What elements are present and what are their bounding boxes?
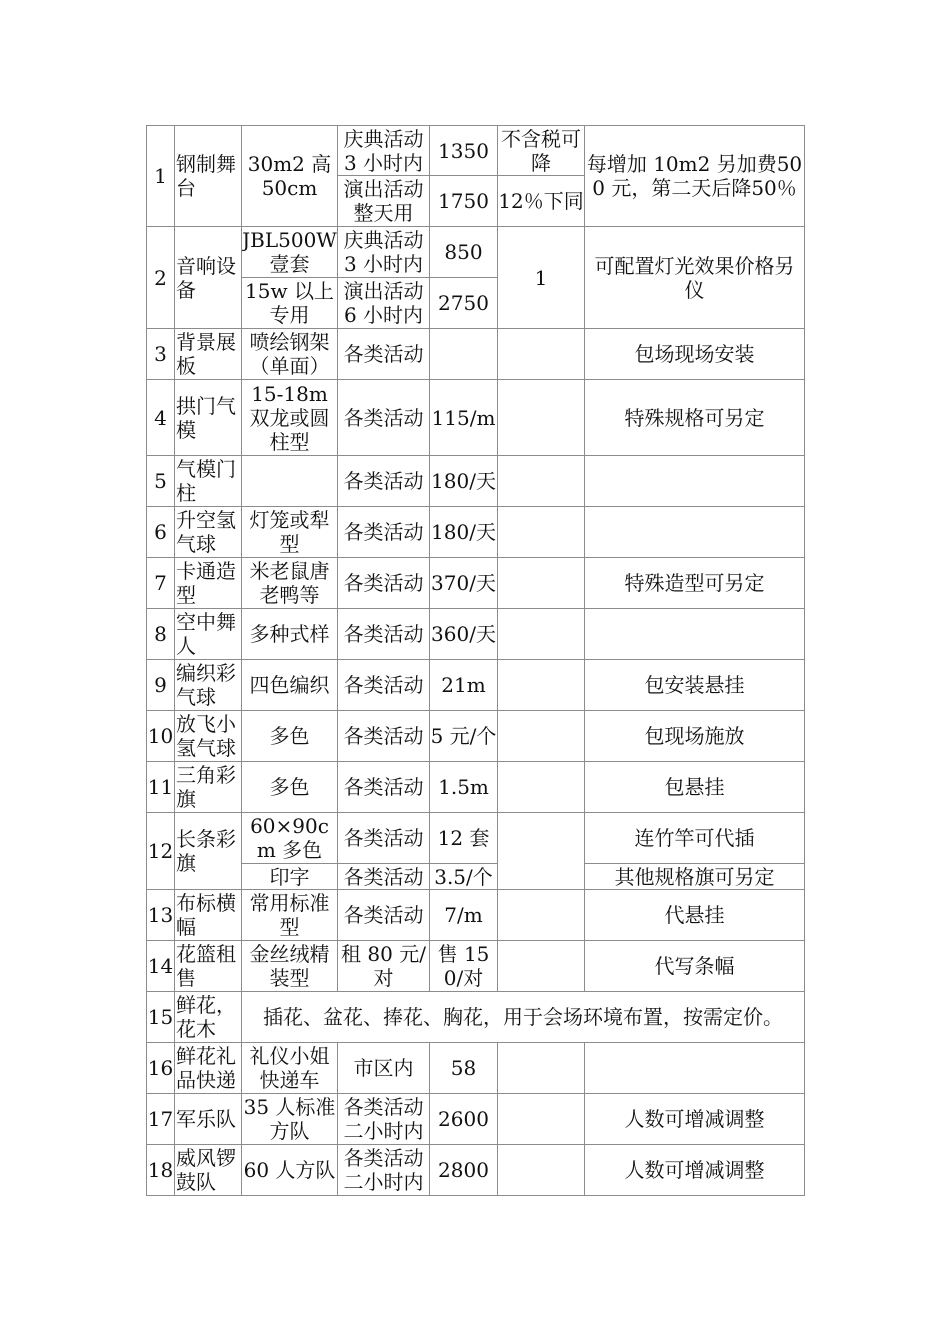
item-discount bbox=[498, 660, 585, 711]
item-name: 卡通造型 bbox=[175, 558, 242, 609]
item-note: 包悬挂 bbox=[585, 762, 805, 813]
item-note bbox=[585, 1043, 805, 1094]
item-price: 3.5/个 bbox=[430, 864, 498, 890]
item-name: 军乐队 bbox=[175, 1094, 242, 1145]
item-note bbox=[585, 456, 805, 507]
table-row bbox=[147, 329, 805, 380]
item-discount bbox=[498, 329, 585, 380]
item-usage: 各类活动 bbox=[338, 813, 430, 864]
item-price: 180/天 bbox=[430, 507, 498, 558]
table-row bbox=[147, 126, 805, 176]
table-row bbox=[147, 941, 805, 992]
table-row bbox=[147, 227, 805, 278]
item-usage: 各类活动 bbox=[338, 558, 430, 609]
row-number: 4 bbox=[147, 380, 175, 456]
table-row bbox=[147, 507, 805, 558]
item-price: 售 150/对 bbox=[430, 941, 498, 992]
item-note bbox=[585, 507, 805, 558]
row-number: 14 bbox=[147, 941, 175, 992]
row-number: 12 bbox=[147, 813, 175, 890]
item-note: 人数可增减调整 bbox=[585, 1145, 805, 1196]
item-spec bbox=[242, 456, 338, 507]
item-discount bbox=[498, 711, 585, 762]
item-discount bbox=[498, 609, 585, 660]
row-number: 13 bbox=[147, 890, 175, 941]
item-usage: 各类活动 bbox=[338, 507, 430, 558]
item-usage: 市区内 bbox=[338, 1043, 430, 1094]
item-note: 包现场施放 bbox=[585, 711, 805, 762]
row-number: 11 bbox=[147, 762, 175, 813]
item-name: 鲜花礼品快递 bbox=[175, 1043, 242, 1094]
item-usage: 各类活动 bbox=[338, 380, 430, 456]
item-note: 包场现场安装 bbox=[585, 329, 805, 380]
table-row bbox=[147, 1094, 805, 1145]
item-discount: 1 bbox=[498, 227, 585, 329]
item-spec: 礼仪小姐快递车 bbox=[242, 1043, 338, 1094]
item-discount bbox=[498, 456, 585, 507]
item-spec: 60×90cm 多色 bbox=[242, 813, 338, 864]
item-note: 每增加 10m2 另加费500 元，第二天后降50％ bbox=[585, 126, 805, 227]
item-usage: 各类活动 bbox=[338, 329, 430, 380]
item-description: 插花、盆花、捧花、胸花，用于会场环境布置，按需定价。 bbox=[242, 992, 805, 1043]
row-number: 7 bbox=[147, 558, 175, 609]
item-name: 三角彩旗 bbox=[175, 762, 242, 813]
item-usage: 各类活动二小时内 bbox=[338, 1094, 430, 1145]
row-number: 3 bbox=[147, 329, 175, 380]
item-price: 1750 bbox=[430, 176, 498, 227]
row-number: 15 bbox=[147, 992, 175, 1043]
table-row bbox=[147, 380, 805, 456]
table-row bbox=[147, 762, 805, 813]
table-row bbox=[147, 1043, 805, 1094]
row-number: 8 bbox=[147, 609, 175, 660]
item-spec: 35 人标准方队 bbox=[242, 1094, 338, 1145]
item-usage: 租 80 元/对 bbox=[338, 941, 430, 992]
item-price: 370/天 bbox=[430, 558, 498, 609]
item-name: 威风锣鼓队 bbox=[175, 1145, 242, 1196]
item-name: 长条彩旗 bbox=[175, 813, 242, 890]
item-usage: 各类活动 bbox=[338, 890, 430, 941]
row-number: 18 bbox=[147, 1145, 175, 1196]
price-table bbox=[146, 125, 805, 1196]
item-spec: 米老鼠唐老鸭等 bbox=[242, 558, 338, 609]
item-spec: 喷绘钢架（单面） bbox=[242, 329, 338, 380]
item-discount: 不含税可降 bbox=[498, 126, 585, 176]
item-discount bbox=[498, 941, 585, 992]
row-number: 1 bbox=[147, 126, 175, 227]
table-row bbox=[147, 456, 805, 507]
item-name: 拱门气模 bbox=[175, 380, 242, 456]
item-note: 代写条幅 bbox=[585, 941, 805, 992]
item-spec: 常用标准型 bbox=[242, 890, 338, 941]
item-discount bbox=[498, 1145, 585, 1196]
item-spec: 金丝绒精装型 bbox=[242, 941, 338, 992]
item-spec: 四色编织 bbox=[242, 660, 338, 711]
item-price: 2600 bbox=[430, 1094, 498, 1145]
item-price: 1.5m bbox=[430, 762, 498, 813]
item-usage: 庆典活动3 小时内 bbox=[338, 227, 430, 278]
item-price: 5 元/个 bbox=[430, 711, 498, 762]
item-spec: 灯笼或犁型 bbox=[242, 507, 338, 558]
item-price: 2800 bbox=[430, 1145, 498, 1196]
table-row bbox=[147, 890, 805, 941]
item-price: 7/m bbox=[430, 890, 498, 941]
row-number: 17 bbox=[147, 1094, 175, 1145]
item-spec: 30m2 高 50cm bbox=[242, 126, 338, 227]
item-discount bbox=[498, 1043, 585, 1094]
row-number: 6 bbox=[147, 507, 175, 558]
item-usage: 各类活动 bbox=[338, 711, 430, 762]
item-usage: 庆典活动3 小时内 bbox=[338, 126, 430, 176]
item-usage: 各类活动 bbox=[338, 864, 430, 890]
item-name: 音响设备 bbox=[175, 227, 242, 329]
item-name: 放飞小氢气球 bbox=[175, 711, 242, 762]
item-price: 850 bbox=[430, 227, 498, 278]
item-price: 21m bbox=[430, 660, 498, 711]
item-name: 布标横幅 bbox=[175, 890, 242, 941]
item-note: 特殊规格可另定 bbox=[585, 380, 805, 456]
item-note: 连竹竿可代插 bbox=[585, 813, 805, 864]
item-price: 180/天 bbox=[430, 456, 498, 507]
item-usage: 演出活动整天用 bbox=[338, 176, 430, 227]
item-note: 代悬挂 bbox=[585, 890, 805, 941]
item-price: 12 套 bbox=[430, 813, 498, 864]
item-name: 鲜花，花木 bbox=[175, 992, 242, 1043]
table-row bbox=[147, 813, 805, 864]
item-price: 115/m bbox=[430, 380, 498, 456]
item-usage: 各类活动 bbox=[338, 660, 430, 711]
item-spec: 60 人方队 bbox=[242, 1145, 338, 1196]
item-note: 特殊造型可另定 bbox=[585, 558, 805, 609]
item-note bbox=[585, 609, 805, 660]
table-row bbox=[147, 558, 805, 609]
item-note: 其他规格旗可另定 bbox=[585, 864, 805, 890]
row-number: 9 bbox=[147, 660, 175, 711]
item-name: 空中舞人 bbox=[175, 609, 242, 660]
table-row bbox=[147, 609, 805, 660]
item-spec: 印字 bbox=[242, 864, 338, 890]
item-discount bbox=[498, 762, 585, 813]
item-usage: 各类活动二小时内 bbox=[338, 1145, 430, 1196]
item-price: 2750 bbox=[430, 278, 498, 329]
item-discount bbox=[498, 558, 585, 609]
item-note: 可配置灯光效果价格另仪 bbox=[585, 227, 805, 329]
item-discount bbox=[498, 380, 585, 456]
item-note: 包安装悬挂 bbox=[585, 660, 805, 711]
item-name: 气模门柱 bbox=[175, 456, 242, 507]
item-note: 人数可增减调整 bbox=[585, 1094, 805, 1145]
item-spec: 15w 以上专用 bbox=[242, 278, 338, 329]
item-usage: 各类活动 bbox=[338, 456, 430, 507]
row-number: 10 bbox=[147, 711, 175, 762]
item-discount bbox=[498, 507, 585, 558]
item-name: 编织彩气球 bbox=[175, 660, 242, 711]
item-discount bbox=[498, 813, 585, 890]
item-spec: 多种式样 bbox=[242, 609, 338, 660]
item-discount: 12％下同 bbox=[498, 176, 585, 227]
item-name: 升空氢气球 bbox=[175, 507, 242, 558]
item-usage: 演出活动6 小时内 bbox=[338, 278, 430, 329]
item-price bbox=[430, 329, 498, 380]
item-discount bbox=[498, 1094, 585, 1145]
item-price: 58 bbox=[430, 1043, 498, 1094]
item-usage: 各类活动 bbox=[338, 609, 430, 660]
item-discount bbox=[498, 890, 585, 941]
row-number: 5 bbox=[147, 456, 175, 507]
item-usage: 各类活动 bbox=[338, 762, 430, 813]
item-name: 背景展板 bbox=[175, 329, 242, 380]
item-name: 钢制舞台 bbox=[175, 126, 242, 227]
table-row bbox=[147, 711, 805, 762]
item-spec: JBL500W 壹套 bbox=[242, 228, 337, 276]
table-row bbox=[147, 992, 805, 1043]
item-spec: 15-18m 双龙或圆柱型 bbox=[242, 380, 338, 456]
item-spec: 多色 bbox=[242, 762, 338, 813]
item-price: 360/天 bbox=[430, 609, 498, 660]
item-name: 花篮租售 bbox=[175, 941, 242, 992]
row-number: 2 bbox=[147, 227, 175, 329]
item-price: 1350 bbox=[430, 126, 498, 176]
table-row bbox=[147, 1145, 805, 1196]
row-number: 16 bbox=[147, 1043, 175, 1094]
table-row bbox=[147, 660, 805, 711]
item-spec: 多色 bbox=[242, 711, 338, 762]
table-row bbox=[147, 864, 805, 890]
